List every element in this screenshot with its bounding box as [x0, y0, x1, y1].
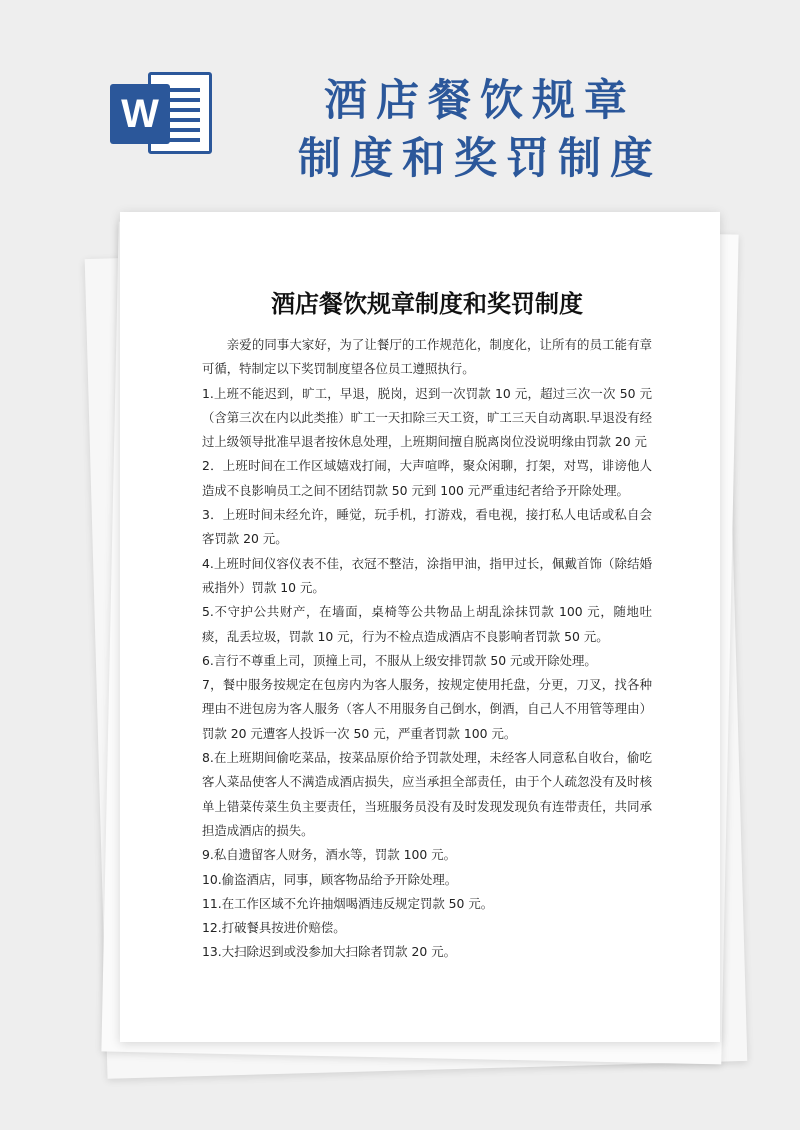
page-title-line-1: 酒店餐饮规章	[324, 76, 636, 126]
page-title	[270, 72, 690, 188]
rule-item: 7，餐中服务按规定在包房内为客人服务，按规定使用托盘，分更，刀叉，找各种理由不进包房为客人服务（客人不用服务自己倒水，倒酒，自己人不用管等理由）罚款 20 元遭客人投诉一次 50 元，严重者罚款 100 元。	[202, 677, 652, 741]
word-icon-badge: W	[110, 84, 170, 144]
page-title-line-2: 制度和奖罚制度	[298, 134, 662, 184]
rule-item: 1.上班不能迟到，旷工，早退，脱岗，迟到一次罚款 10 元，超过三次一次 50 元（含第三次在内以此类推）旷工一天扣除三天工资，旷工三天自动离职.早退没有经过上级领导批准早退者按休息处理，上班期间擅自脱离岗位没说明缘由罚款 20 元	[202, 385, 653, 450]
rule-item: 13.大扫除迟到或没参加大扫除者罚款 20 元。	[202, 944, 456, 960]
document-page	[120, 212, 720, 1042]
rule-item: 3．上班时间未经允许，睡觉，玩手机，打游戏，看电视，接打私人电话或私自会客罚款 20 元。	[202, 507, 652, 547]
rule-item: 6.言行不尊重上司，顶撞上司，不服从上级安排罚款 50 元或开除处理。	[202, 652, 597, 668]
rule-item: 9.私自遗留客人财务，酒水等，罚款 100 元。	[202, 847, 456, 863]
word-document-icon	[110, 66, 214, 158]
header	[0, 0, 800, 200]
rule-item: 11.在工作区域不允许抽烟喝酒违反规定罚款 50 元。	[202, 895, 494, 911]
rule-item: 12.打破餐具按进价赔偿。	[202, 920, 346, 936]
document-title: 酒店餐饮规章制度和奖罚制度	[271, 290, 583, 318]
rule-item: 8.在上班期间偷吃菜品，按菜品原价给予罚款处理，未经客人同意私自收台，偷吃客人菜品使客人不满造成酒店损失，应当承担全部责任，由于个人疏忽没有及时核单上错菜传菜生负主要责任，当班服务员没有及时发现发现负有连带责任，共同承担造成酒店的损失。	[202, 750, 652, 838]
rule-item: 5.不守护公共财产，在墙面，桌椅等公共物品上胡乱涂抹罚款 100 元，随地吐痰，乱丢垃圾，罚款 10 元，行为不检点造成酒店不良影响者罚款 50 元。	[202, 604, 652, 644]
rule-item: 4.上班时间仪容仪表不佳，衣冠不整洁，涂指甲油，指甲过长，佩戴首饰（除结婚戒指外）罚款 10 元。	[202, 555, 652, 595]
rule-item: 10.偷盗酒店，同事，顾客物品给予开除处理。	[202, 871, 458, 887]
rules-list	[202, 382, 652, 965]
document-intro: 亲爱的同事大家好，为了让餐厅的工作规范化，制度化，让所有的员工能有章可循，特制定以下奖罚制度望各位员工遵照执行。	[202, 337, 652, 377]
rule-item: 2．上班时间在工作区域嬉戏打闹，大声喧哗，聚众闲聊，打架，对骂，诽谤他人造成不良影响员工之间不团结罚款 50 元到 100 元严重违纪者给予开除处理。	[202, 458, 652, 498]
